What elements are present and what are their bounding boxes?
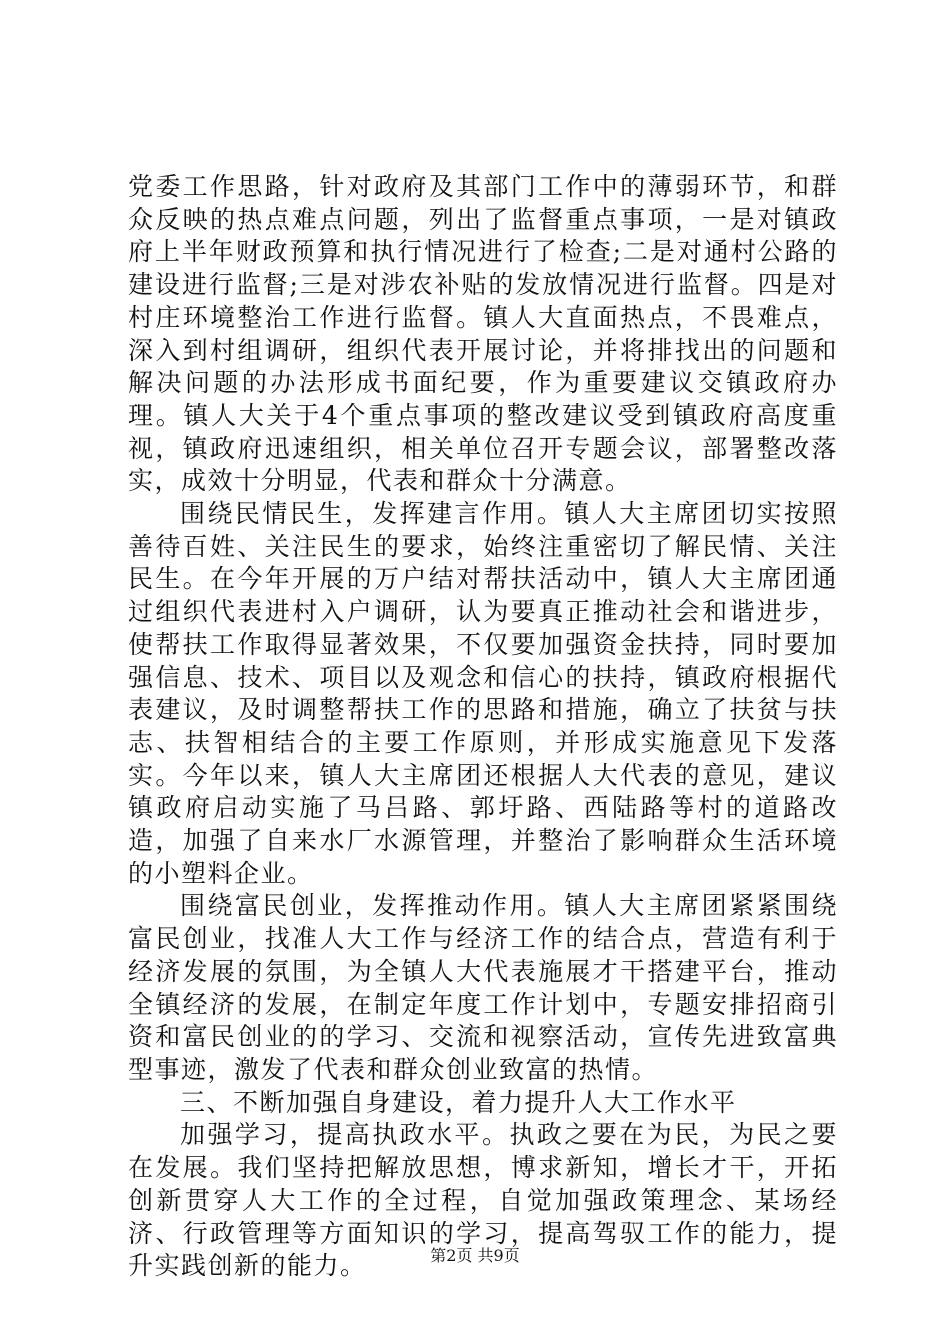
- section-heading: 三、不断加强自身建设，着力提升人大工作水平: [180, 1087, 737, 1117]
- paragraph-study: 加强学习，提高执政水平。执政之要在为民，为民之要在发展。我们坚持把解放思想，博求新知，增长才干，开拓创新贯穿人大工作的全过程，自觉加强政策理念、某场经济、行政管理等方面知识的学习，提高驾驭工作的能力，提升实践创新的能力。: [128, 1120, 838, 1281]
- paragraph-continuation: 党委工作思路，针对政府及其部门工作中的薄弱环节，和群众反映的热点难点问题，列出了监督重点事项，一是对镇政府上半年财政预算和执行情况进行了检查;二是对通村公路的建设进行监督;三是对涉农补贴的发放情况进行监督。四是对村庄环境整治工作进行监督。镇人大直面热点，不畏难点，深入到村组调研，组织代表开展讨论，并将排找出的问题和解决问题的办法形成书面纪要，作为重要建议交镇政府办理。镇人大关于4个重点事项的整改建议受到镇政府高度重视，镇政府迅速组织，相关单位召开专题会议，部署整改落实，成效十分明显，代表和群众十分满意。: [128, 172, 838, 496]
- paragraph-entrepreneurship: 围绕富民创业，发挥推动作用。镇人大主席团紧紧围绕富民创业，找准人大工作与经济工作的结合点，营造有利于经济发展的氛围，为全镇人大代表施展才干搭建平台，推动全镇经济的发展，在制定年度工作计划中，专题安排招商引资和富民创业的的学习、交流和视察活动，宣传先进致富典型事迹，激发了代表和群众创业致富的热情。: [128, 891, 838, 1084]
- paragraph-livelihood: 围绕民情民生，发挥建言作用。镇人大主席团切实按照善待百姓、关注民生的要求，始终注重密切了解民情、关注民生。在今年开展的万户结对帮扶活动中，镇人大主席团通过组织代表进村入户调研，认为要真正推动社会和谐进步，使帮扶工作取得显著效果，不仅要加强资金扶持，同时要加强信息、技术、项目以及观念和信心的扶持，镇政府根据代表建议，及时调整帮扶工作的思路和措施，确立了扶贫与扶志、扶智相结合的主要工作原则，并形成实施意见下发落实。今年以来，镇人大主席团还根据人大代表的意见，建议镇政府启动实施了马吕路、郭圩路、西陆路等村的道路改造，加强了自来水厂水源管理，并整治了影响群众生活环境的小塑料企业。: [128, 499, 838, 888]
- document-body: [128, 171, 838, 1283]
- page-footer: 第2页 共9页: [430, 1246, 520, 1265]
